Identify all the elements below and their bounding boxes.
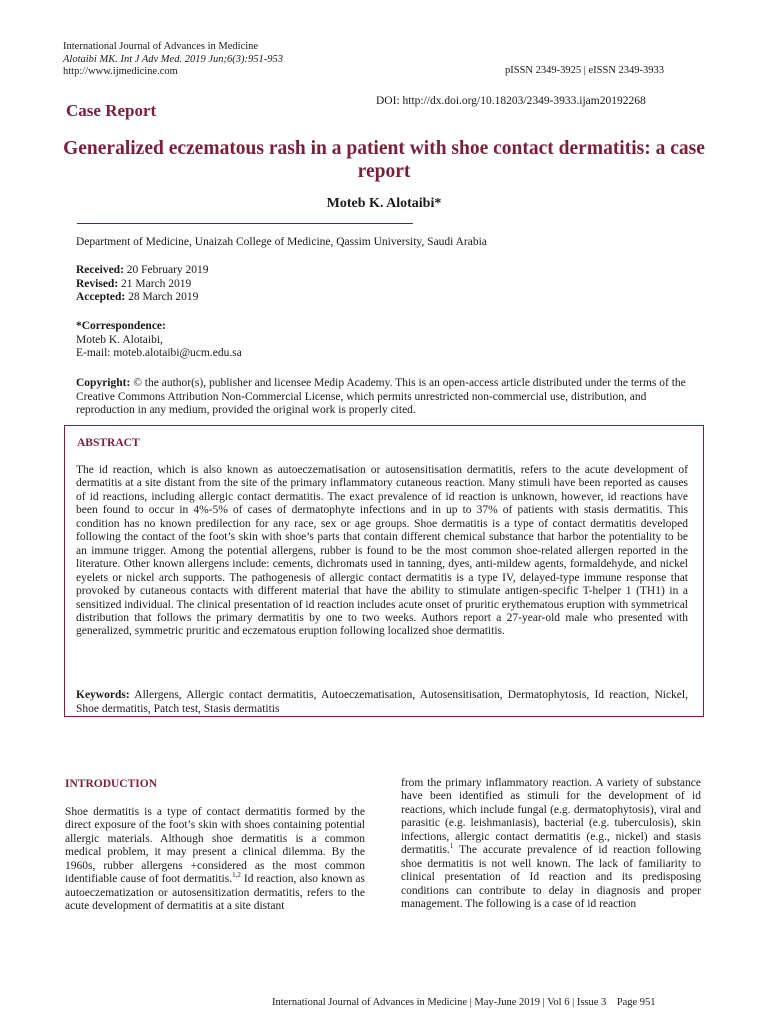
correspondence-name: Moteb K. Alotaibi, (76, 333, 163, 346)
revised-date: Revised: 21 March 2019 (76, 277, 192, 290)
abstract-text: The id reaction, which is also known as autoeczematisation or autosensitisation dermatitis, refers to the acute development of dermatitis at a site distant from the site of the primary inflammatory cutaneous reaction. Many stimuli have been reported as causes of id reactions, including allergic contact dermatitis. The exact prevalence of id reaction is unknown, however, id reactions have been found to occur in 4%-5% of cases of dermatophyte infections and in up to 37% of patients with stasis dermatitis. This condition has no known predilection for any race, sex or age groups. Shoe dermatitis is a type of contact dermatitis developed following the contact of the foot’s skin with shoe’s parts that contain different chemical substance that harbor the potentiality to be an immune trigger. Among the potential allergens, rubber is found to be the most common shoe-related allergen reported in the literature. Other known allergens include: cements, dichromats used in tanning, dyes, anti-mildew agents, formaldehyde, and nickel eyelets or nickel arch supports. The pathogenesis of allergic contact dermatitis is a type IV, delayed-type immune response that provoked by cutaneous contacts with different material that have the ability to stimulate antigen-specific T-helper 1 (TH1) in a sensitized individual. The clinical presentation of id reaction includes acute onset of pruritic erythematous eruption with symmetrical distribution that follows the primary dermatitis by one to two weeks. Authors report a 27-year-old male who presented with generalized, symmetric pruritic and eczematous eruption following localized shoe dermatitis. (76, 464, 688, 638)
article-title: Generalized eczematous rash in a patient with shoe contact dermatitis: a case report (63, 138, 705, 182)
accepted-date: Accepted: 28 March 2019 (76, 291, 199, 303)
citation-ref: 1 (449, 842, 454, 851)
author: Moteb K. Alotaibi* (326, 196, 442, 211)
article-type: Case Report (66, 101, 157, 120)
received-date: Received: 20 February 2019 (76, 264, 209, 276)
issn: pISSN 2349-3925 | eISSN 2349-3933 (505, 65, 665, 76)
keywords-text: Allergens, Allergic contact dermatitis, Autoeczematisation, Autosensitisation, Dermatophytosis, Id reaction, Nickel, Shoe dermatitis, Patch test, Stasis dermatitis (76, 689, 688, 715)
keywords-label: Keywords: (76, 689, 130, 701)
running-header (63, 41, 283, 79)
dates-block (76, 264, 209, 305)
keywords (76, 689, 688, 716)
introduction-left-column: Shoe dermatitis is a type of contact dermatitis formed by the direct exposure of the foot’s skin with shoes containing potential allergic materials. Although shoe dermatitis is a common medical problem, it may present a clinical dilemma. By the 1960s, rubber allergens +considered as the most common identifiable cause of foot dermatitis.$^{1,2}$ Id reaction, also known as autoeczematization or autosensitization dermatitis, refers to the acute development of dermatitis at a site distant (65, 806, 366, 913)
copyright-notice (76, 377, 690, 418)
copyright-text: © the author(s), publisher and licensee Medip Academy. This is an open-access article distributed under the terms of the Creative Commons Attribution Non-Commercial License, which permits unrestricted non-commercial use, distribution, and reproduction in any medium, provided the original work is properly cited. (76, 377, 686, 416)
copyright-label: Copyright: (76, 377, 131, 389)
title-divider (77, 223, 413, 224)
affiliation: Department of Medicine, Unaizah College of Medicine, Qassim University, Saudi Arabia (76, 236, 487, 248)
correspondence-email[interactable]: E-mail: moteb.alotaibi@ucm.edu.sa (76, 347, 242, 359)
introduction-right-column: from the primary inflammatory reaction. A variety of substance have been identified as stimuli for the development of id reactions, which include fungal (e.g. dermatophytosis), viral and parasitic (e.g. leishmaniasis), bacterial (e.g. tuberculosis), skin infections, allergic contact dermatitis (e.g., nickel) and stasis dermatitis.$^1$ The accurate prevalence of id reaction following shoe dermatitis is not well known. The lack of familiarity to clinical presentation of Id reaction and its predisposing conditions can contribute to delay in diagnosis and proper management. The following is a case of id reaction (401, 777, 701, 911)
correspondence-block (76, 320, 242, 361)
citation: Alotaibi MK. Int J Adv Med. 2019 Jun;6(3):951-953 (63, 53, 283, 65)
doi[interactable]: DOI: http://dx.doi.org/10.18203/2349-3933.ijam20192268 (376, 95, 646, 107)
page-footer: International Journal of Advances in Medicine | May-June 2019 | Vol 6 | Issue 3 Page 951 (272, 997, 656, 1008)
journal-name: International Journal of Advances in Medicine (63, 41, 259, 52)
journal-url[interactable]: http://www.ijmedicine.com (63, 66, 178, 77)
abstract-heading: ABSTRACT (77, 437, 140, 449)
citation-ref: 1,2 (232, 871, 241, 880)
introduction-heading: INTRODUCTION (65, 778, 158, 790)
correspondence-label: *Correspondence: (76, 320, 166, 332)
